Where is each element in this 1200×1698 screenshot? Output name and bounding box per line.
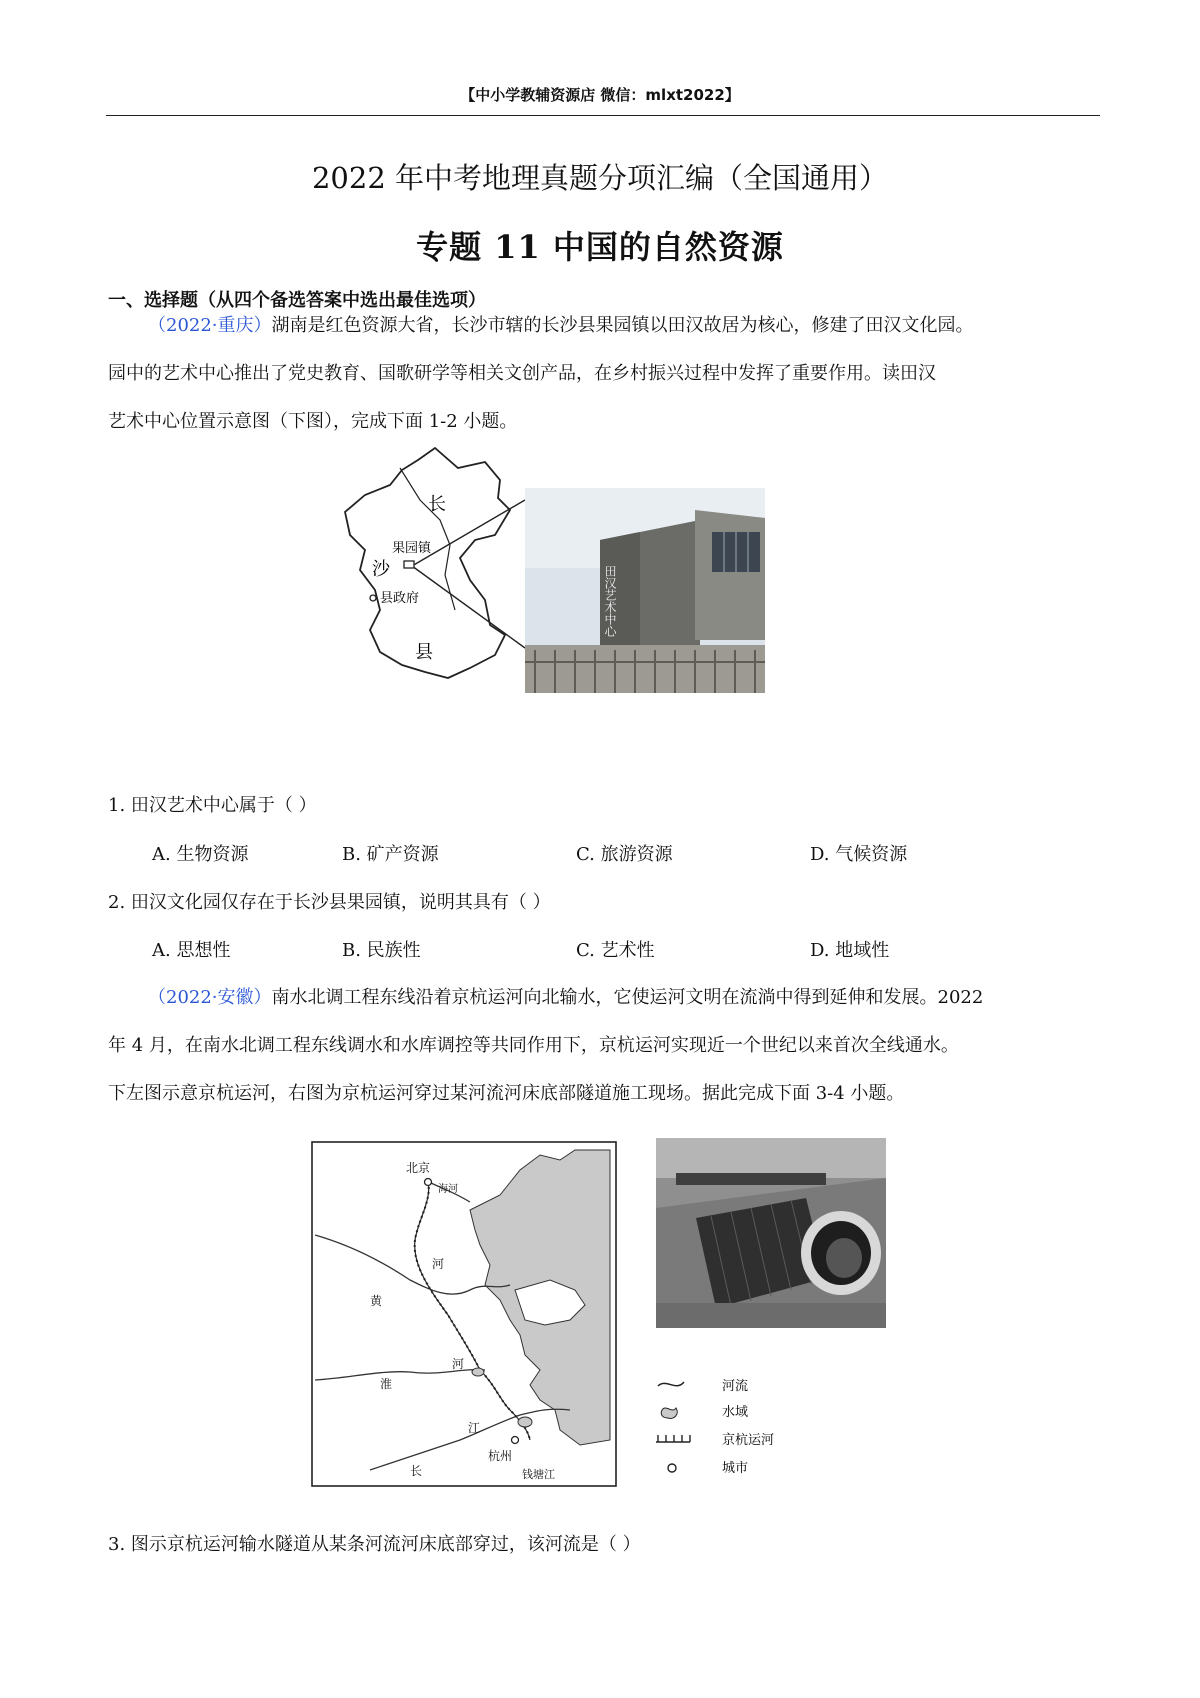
figure-1-location-map: [340, 440, 780, 715]
map-label-beijing: 北京: [406, 1161, 431, 1175]
map-label-jiang: 江: [468, 1421, 481, 1435]
source-tag: （2022·重庆）: [148, 315, 272, 336]
topic-title: 专题 11 中国的自然资源: [416, 228, 784, 266]
question-3-stem: 3. 图示京杭运河输水隧道从某条河流河床底部穿过，该河流是（ ）: [108, 1534, 641, 1555]
passage-2-line-1: [108, 974, 1098, 1022]
map-label-xian: 县: [415, 642, 433, 663]
passage-2-line-3: 下左图示意京杭运河，右图为京杭运河穿过某河流河床底部隧道施工现场。据此完成下面 3-4 小题。: [108, 1083, 905, 1104]
q2-option-a[interactable]: A. 思想性: [152, 940, 231, 961]
q2-option-d[interactable]: D. 地域性: [810, 940, 890, 961]
map-label-gov: 县政府: [380, 591, 420, 606]
question-2-stem: 2. 田汉文化园仅存在于长沙县果园镇，说明其具有（ ）: [108, 892, 551, 913]
legend-canal-label: 京杭运河: [722, 1433, 775, 1448]
beijing-marker: [425, 1179, 432, 1186]
passage-text: 南水北调工程东线沿着京杭运河向北输水，它使运河文明在流淌中得到延伸和发展。2022: [271, 987, 984, 1008]
map-label-huang: 黄: [370, 1294, 383, 1308]
legend-water-label: 水域: [722, 1405, 749, 1420]
legend-river-label: 河流: [722, 1379, 749, 1394]
building-sign: 田汉艺术中心: [603, 565, 617, 637]
q2-option-c[interactable]: C. 艺术性: [576, 940, 655, 961]
q2-option-b[interactable]: B. 民族性: [342, 940, 421, 961]
figure-2-grand-canal-map: [310, 1140, 620, 1490]
legend-city-label: 城市: [722, 1461, 749, 1476]
passage-1: [108, 302, 1098, 446]
legend-city-symbol: [668, 1464, 676, 1472]
map-label-town: 果园镇: [392, 541, 432, 556]
county-gov-marker: [370, 595, 376, 601]
header-divider: [106, 115, 1100, 116]
source-tag: （2022·安徽）: [148, 987, 272, 1008]
map-label-qiantang: 钱塘江: [522, 1468, 555, 1481]
legend-river-symbol: [658, 1382, 684, 1386]
art-center-photo: [525, 488, 765, 693]
passage-1-line-1: [108, 302, 1098, 350]
section-title: 一、选择题（从四个备选答案中选出最佳选项）: [108, 290, 486, 311]
legend-canal-symbol: [656, 1435, 690, 1442]
tunnel-construction-photo: [656, 1138, 886, 1328]
map-label-he2: 河: [452, 1357, 465, 1371]
legend-water-symbol: [661, 1408, 677, 1418]
map-label-huai: 淮: [380, 1377, 393, 1391]
map-label-hangzhou: 杭州: [488, 1449, 513, 1463]
q1-option-b[interactable]: B. 矿产资源: [342, 844, 439, 865]
passage-2: [108, 974, 1098, 1118]
map-legend: [650, 1370, 780, 1490]
passage-1-line-3: 艺术中心位置示意图（下图），完成下面 1-2 小题。: [108, 411, 518, 432]
q1-option-c[interactable]: C. 旅游资源: [576, 844, 673, 865]
passage-1-line-2: 园中的艺术中心推出了党史教育、国歌研学等相关文创产品，在乡村振兴过程中发挥了重要作用。读田汉: [108, 363, 936, 384]
map-label-chang: 长: [410, 1464, 423, 1478]
q1-option-a[interactable]: A. 生物资源: [152, 844, 249, 865]
question-1-stem: 1. 田汉艺术中心属于（ ）: [108, 795, 317, 816]
passage-text: 湖南是红色资源大省，长沙市辖的长沙县果园镇以田汉故居为核心，修建了田汉文化园。: [271, 315, 974, 336]
passage-2-line-2: 年 4 月，在南水北调工程东线调水和水库调控等共同作用下，京杭运河实现近一个世纪以来首次全线通水。: [108, 1035, 959, 1056]
document-title: 2022 年中考地理真题分项汇编（全国通用）: [311, 161, 889, 195]
map-label-chang: 长: [428, 494, 446, 515]
map-label-haihe: 海河: [438, 1184, 458, 1195]
q1-option-d[interactable]: D. 气候资源: [810, 844, 908, 865]
town-marker: [404, 561, 414, 568]
map-label-he1: 河: [432, 1257, 445, 1271]
hangzhou-marker: [512, 1437, 519, 1444]
map-label-sha: 沙: [372, 559, 390, 580]
page-header: 【中小学教辅资源店 微信：mlxt2022】: [460, 86, 740, 104]
